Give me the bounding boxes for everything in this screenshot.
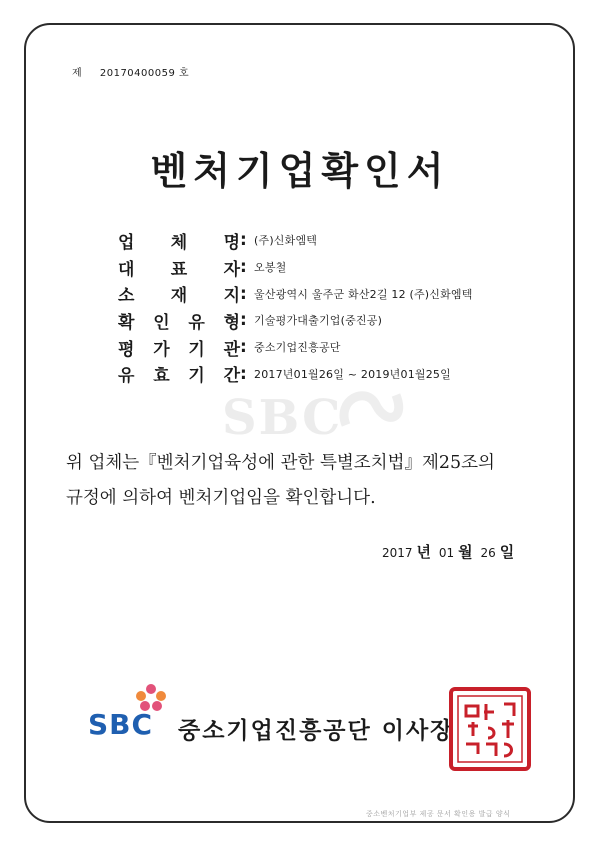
footer-note: 중소벤처기업부 제공 문서 확인용 발급 양식 xyxy=(366,810,511,818)
field-row xyxy=(118,254,473,281)
field-value: 울산광역시 울주군 화산2길 12 (주)신화엠텍 xyxy=(254,287,473,301)
sbc-watermark: SBC xyxy=(222,390,343,446)
field-label xyxy=(118,228,240,253)
document-number-value: 20170400059 xyxy=(99,68,176,79)
field-label-char: 대 xyxy=(118,259,135,280)
field-label-char: 기 xyxy=(188,339,205,360)
issue-month-unit: 월 xyxy=(458,543,473,561)
field-label xyxy=(118,281,240,306)
field-label-char: 재 xyxy=(170,286,188,307)
field-label xyxy=(118,255,240,280)
field-label-char: 평 xyxy=(118,339,135,360)
field-colon: : xyxy=(240,257,247,278)
issue-date xyxy=(382,541,518,562)
issuer-name: 중소기업진흥공단 이사장 xyxy=(178,718,455,744)
field-colon: : xyxy=(240,337,247,358)
field-label-char: 유 xyxy=(118,366,135,387)
field-label-char: 유 xyxy=(188,312,205,333)
statement-line-1: 위 업체는『벤처기업육성에 관한 특별조치법』제25조의 xyxy=(66,453,495,473)
field-row xyxy=(118,334,473,361)
field-label xyxy=(118,361,240,386)
field-value: (주)신화엠텍 xyxy=(254,234,318,248)
field-label-char: 소 xyxy=(118,286,135,307)
field-label-char: 업 xyxy=(118,232,135,253)
document-number xyxy=(72,64,189,79)
sbc-logo-text: SBC xyxy=(88,708,154,741)
issue-year-unit: 년 xyxy=(416,543,432,561)
document-number-suffix: 호 xyxy=(179,68,190,79)
official-seal-icon xyxy=(448,686,532,772)
watermark-swirl-icon xyxy=(326,380,416,440)
field-colon: : xyxy=(240,310,247,331)
field-label-char: 기 xyxy=(188,366,205,387)
field-row xyxy=(118,360,473,387)
field-label-char: 효 xyxy=(153,366,170,387)
issue-day-unit: 일 xyxy=(499,543,515,561)
certificate-fields xyxy=(118,227,473,387)
field-colon: : xyxy=(240,230,247,251)
field-label-char: 지 xyxy=(223,286,240,307)
field-value: 2017년01월26일 ~ 2019년01월25일 xyxy=(254,367,451,381)
field-colon: : xyxy=(240,363,247,384)
field-label-char: 가 xyxy=(153,339,170,360)
issue-year: 2017 xyxy=(382,546,413,560)
field-row xyxy=(118,227,473,254)
field-label-char: 표 xyxy=(170,259,188,280)
field-label-char: 자 xyxy=(223,259,240,280)
field-label xyxy=(118,308,240,333)
field-label-char: 명 xyxy=(223,232,240,253)
field-value: 중소기업진흥공단 xyxy=(254,341,341,355)
certification-statement xyxy=(66,446,546,516)
field-value: 오봉철 xyxy=(254,261,287,275)
field-row xyxy=(118,307,473,334)
statement-line-2: 규정에 의하여 벤처기업임을 확인합니다. xyxy=(66,488,376,508)
certificate-title: 벤처기업확인서 xyxy=(150,148,450,193)
field-label-char: 체 xyxy=(170,232,188,253)
field-label-char: 인 xyxy=(153,312,170,333)
document-number-prefix: 제 xyxy=(72,68,83,79)
field-row xyxy=(118,280,473,307)
field-label-char: 관 xyxy=(223,339,240,360)
field-label-char: 확 xyxy=(118,312,135,333)
field-value: 기술평가대출기업(중진공) xyxy=(254,314,383,328)
issue-day: 26 xyxy=(480,546,496,560)
issue-month: 01 xyxy=(438,546,455,560)
field-label-char: 간 xyxy=(223,366,240,387)
field-label-char: 형 xyxy=(223,312,240,333)
field-colon: : xyxy=(240,283,247,304)
field-label xyxy=(118,335,240,360)
